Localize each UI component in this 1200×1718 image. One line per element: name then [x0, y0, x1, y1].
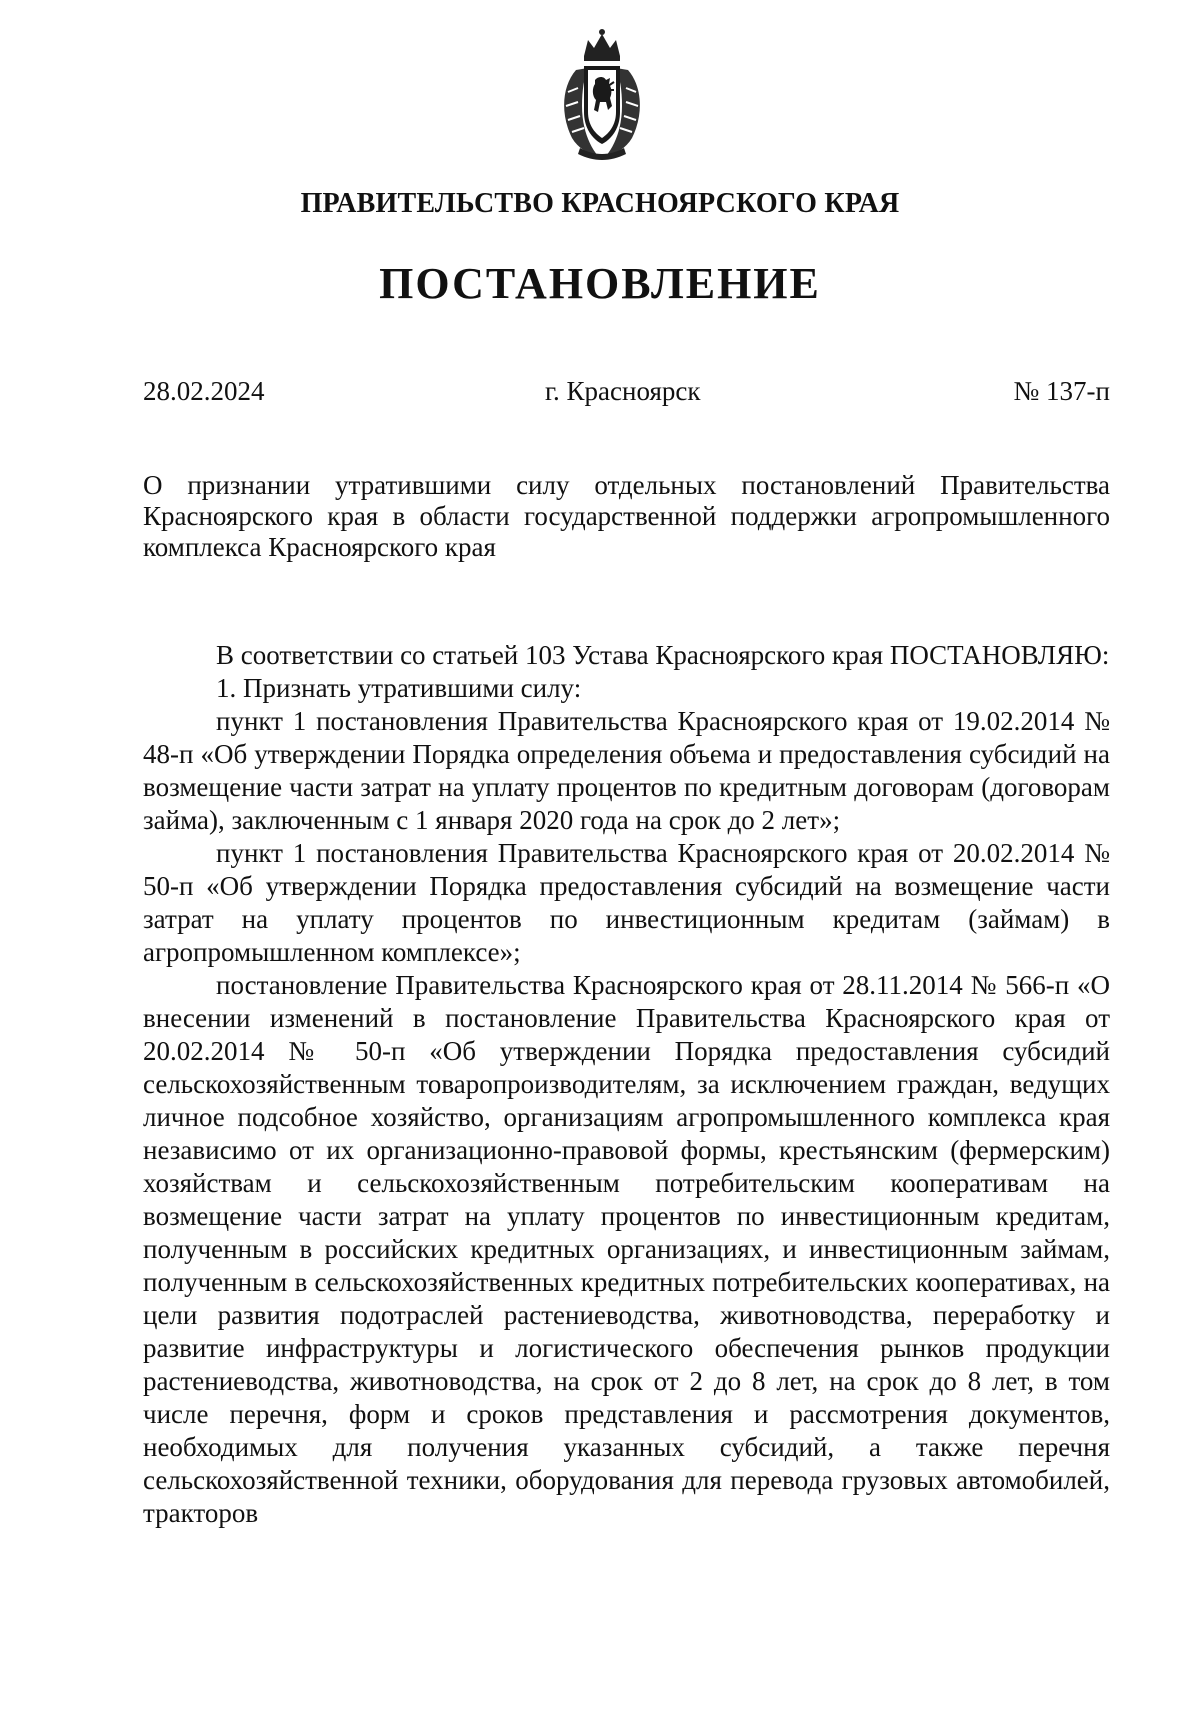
document-subject: О признании утратившими силу отдельных постановлений Правительства Красноярского края в области государственной поддержки агропромышленного комплекса Красноярского края — [143, 470, 1110, 562]
coat-of-arms-icon — [554, 26, 650, 162]
document-date: 28.02.2024 — [143, 376, 265, 406]
document-type: ПОСТАНОВЛЕНИЕ — [379, 259, 821, 308]
body-paragraph: пункт 1 постановления Правительства Красноярского края от 20.02.2014 № 50-п «Об утверждении Порядка предоставления субсидий на возмещение части затрат на уплату процентов по инвестиционным кредитам (займам) в агропромышленном комплексе»; — [143, 838, 1110, 967]
body-paragraph: пункт 1 постановления Правительства Красноярского края от 19.02.2014 № 48-п «Об утверждении Порядка определения объема и предоставления субсидий на возмещение части затрат на уплату процентов по кредитным договорам (договорам займа), заключенным с 1 января 2020 года на срок до 2 лет»; — [143, 706, 1110, 835]
document-number: № 137-п — [1013, 376, 1110, 406]
document-city: г. Красноярск — [545, 376, 701, 406]
intro-paragraph: В соответствии со статьей 103 Устава Красноярского края ПОСТАНОВЛЯЮ: — [216, 640, 1110, 670]
body-paragraph: постановление Правительства Красноярского края от 28.11.2014 № 566-п «О внесении изменений в постановление Правительства Красноярского края от 20.02.2014 № 50-п «Об утверждении Порядка предоставления субсидий сельскохозяйственным товаропроизводителям, за исключением граждан, ведущих личное подсобное хозяйство, организациям агропромышленного комплекса края независимо от их организационно-правовой формы, крестьянским (фермерским) хозяйствам и сельскохозяйственным потребительским кооперативам на возмещение части затрат на уплату процентов по инвестиционным кредитам, полученным в российских кредитных организациях, и инвестиционным займам, полученным в сельскохозяйственных кредитных потребительских кооперативах, на цели развития подотраслей растениеводства, животноводства, переработку и развитие инфраструктуры и логистического обеспечения рынков продукции растениеводства, животноводства, на срок от 2 до 8 лет, на срок до 8 лет, в том числе перечня, форм и сроков представления и рассмотрения документов, необходимых для получения указанных субсидий, а также перечня сельскохозяйственной техники, оборудования для перевода грузовых автомобилей, тракторов — [143, 970, 1110, 1528]
government-name: ПРАВИТЕЛЬСТВО КРАСНОЯРСКОГО КРАЯ — [300, 188, 900, 219]
item-1: 1. Признать утратившими силу: — [216, 673, 582, 703]
document-body — [143, 639, 1110, 1530]
